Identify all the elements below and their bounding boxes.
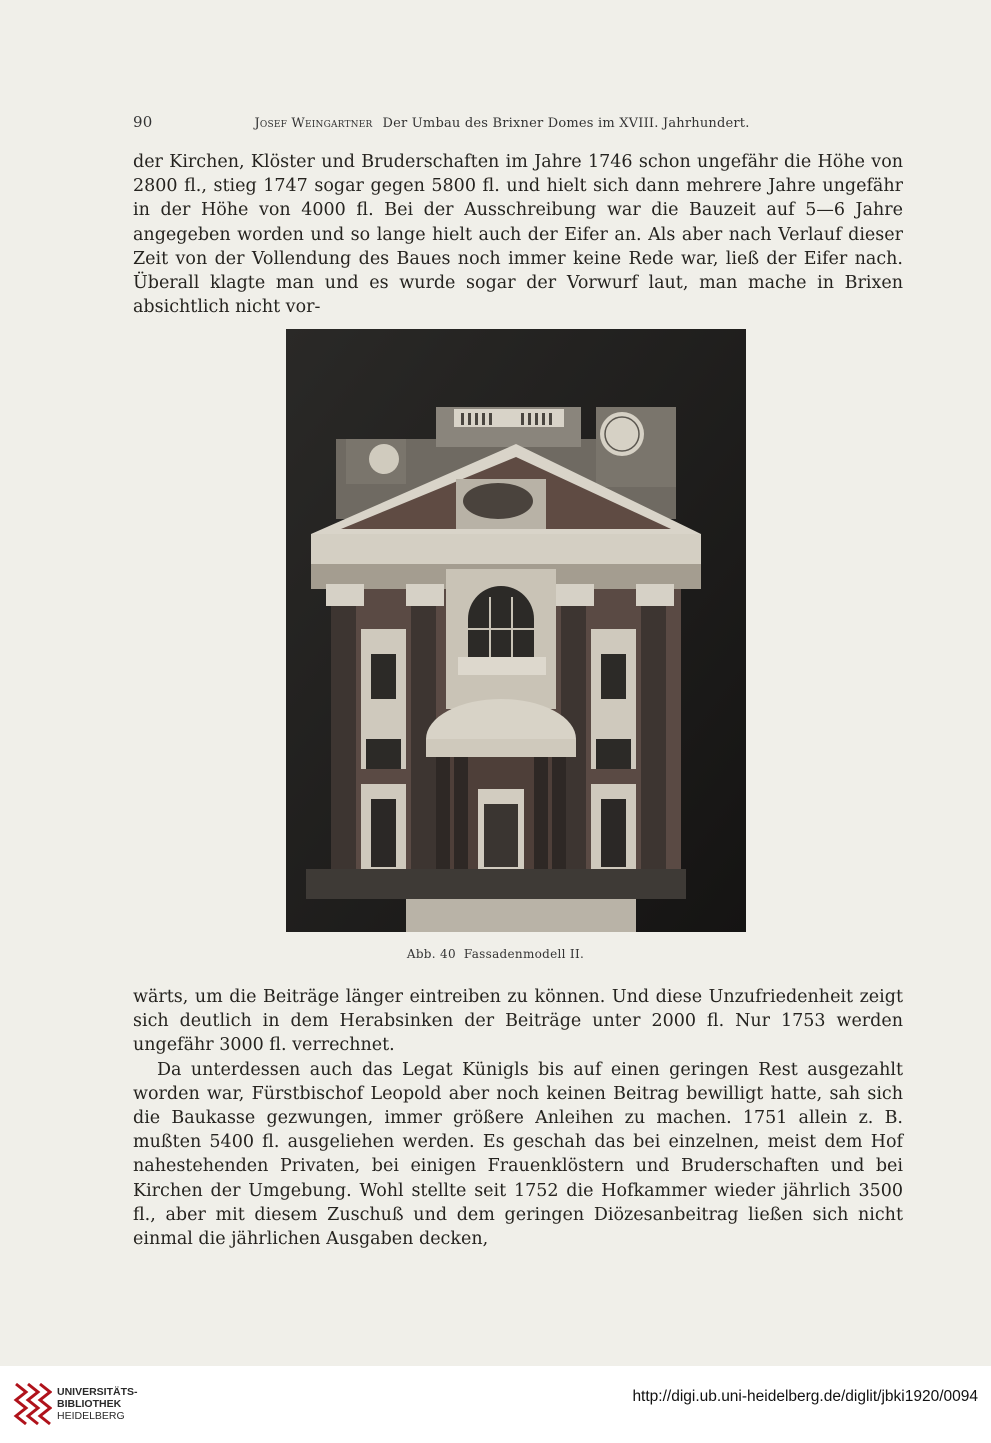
- paragraph: der Kirchen, Klöster und Bruderschaften im Jahre 1746 schon ungefähr die Höhe von 2800 fl., stieg 1747 sogar gegen 5800 fl. und hielt sich dann mehrere Jahre ungefähr in der Höhe von 4000 fl. Bei der Ausschreibung war die Bauzeit auf 5—6 Jahre angegeben worden und so lange hielt auch der Eifer an. Als aber nach Verlauf dieser Zeit von der Vollendung des Baues noch immer keine Rede war, ließ der Eifer nach. Überall klagte man und es wurde sogar der Vorwurf laut, man mache in Brixen absichtlich nicht vor-: [133, 152, 903, 318]
- header-title: Der Umbau des Brixner Domes im XVIII. Jahrhundert.: [382, 116, 750, 131]
- source-url-link[interactable]: http://digi.ub.uni-heidelberg.de/diglit/jbki1920/0094: [632, 1388, 978, 1405]
- body-text-top: [133, 150, 903, 319]
- caption-number: Abb. 40: [406, 947, 456, 961]
- body-text-bottom: [133, 985, 903, 1251]
- library-line: UNIVERSITÄTS-: [57, 1386, 138, 1398]
- caption-text: Fassadenmodell II.: [463, 947, 585, 961]
- university-library-logo-icon: [12, 1378, 52, 1428]
- header-author: Josef Weingartner: [254, 116, 373, 131]
- paragraph: Da unterdessen auch das Legat Künigls bis auf einen geringen Rest ausgezahlt worden war, Fürstbischof Leopold aber noch keinen Beitrag bewilligt hatte, sah sich die Baukasse gezwungen, immer größere Anleihen zu machen. 1751 allein z. B. mußten 5400 fl. ausgeliehen werden. Es geschah das bei einzelnen, meist dem Hof nahestehenden Privaten, bei einigen Frauenklöstern und Bruderschaften und bei Kirchen der Umgebung. Wohl stellte seit 1752 die Hofkammer wieder jährlich 3500 fl., aber mit diesem Zuschuß und dem geringen Diözesanbeitrag ließen sich nicht einmal die jährlichen Ausgaben decken,: [133, 1059, 903, 1250]
- page-number: 90: [133, 113, 153, 131]
- library-name: [57, 1386, 138, 1422]
- facade-model-photo: [286, 329, 746, 932]
- library-line: BIBLIOTHEK: [57, 1398, 122, 1410]
- facade-illustration: [286, 329, 746, 932]
- paragraph: wärts, um die Beiträge länger eintreiben zu können. Und diese Unzufriedenheit zeigt sich deutlich in dem Herabsinken der Beiträge unter 2000 fl. Nur 1753 werden ungefähr 3000 fl. verrechnet.: [133, 987, 903, 1056]
- running-header: [133, 113, 773, 131]
- library-line: HEIDELBERG: [57, 1410, 125, 1422]
- figure-caption: [0, 947, 991, 961]
